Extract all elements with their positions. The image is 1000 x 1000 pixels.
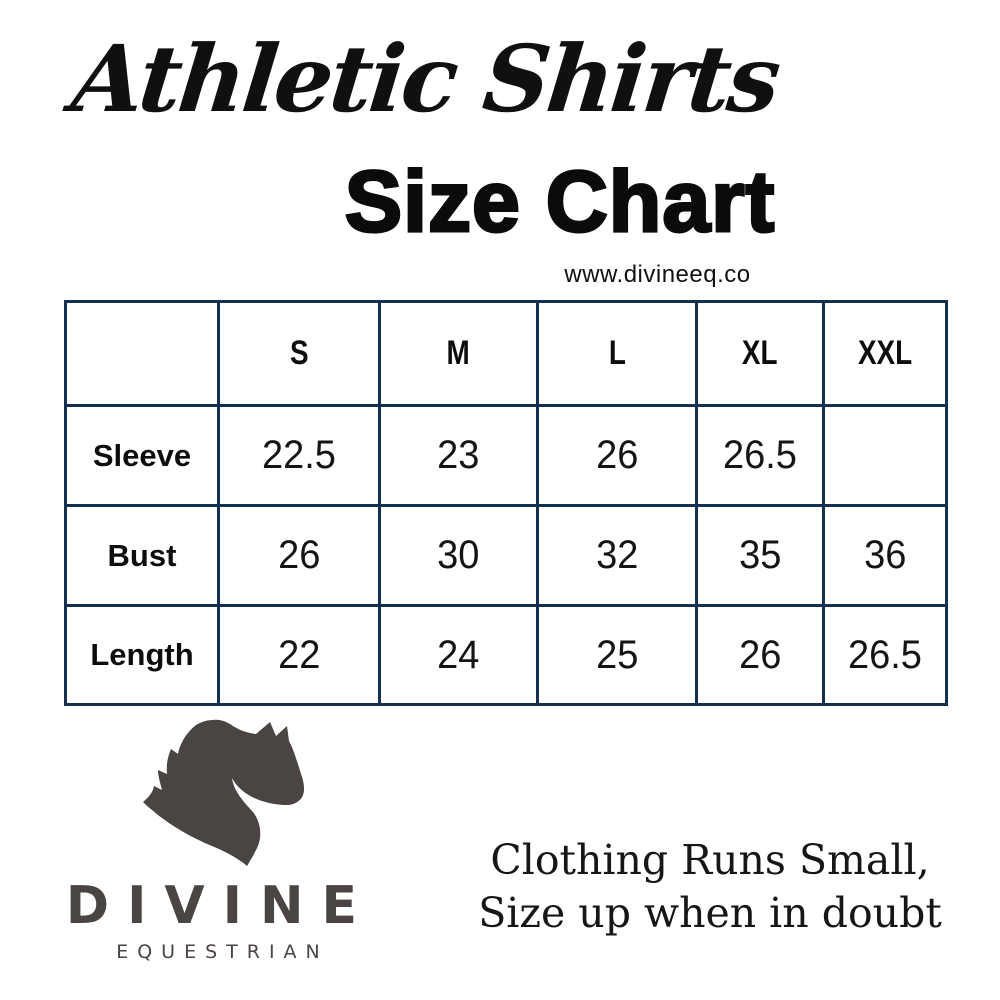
brand-name: DIVINE	[65, 876, 376, 936]
cell-bust-xxl: 36	[824, 506, 947, 606]
cell-sleeve-s: 22.5	[219, 406, 380, 506]
cell-sleeve-xxl	[824, 406, 947, 506]
column-header-s: S	[219, 302, 380, 406]
row-label-sleeve: Sleeve	[66, 406, 219, 506]
table-header-row	[66, 302, 947, 406]
cell-length-s: 22	[219, 606, 380, 705]
row-label-length: Length	[66, 606, 219, 705]
sizing-note-line2: Size up when in doubt	[478, 889, 942, 937]
cell-length-xxl: 26.5	[824, 606, 947, 705]
cell-bust-xl: 35	[697, 506, 824, 606]
cell-length-xl: 26	[697, 606, 824, 705]
sizing-note	[445, 834, 975, 940]
page-title-script: Athletic Shirts	[67, 25, 783, 133]
page-title: Size Chart	[344, 154, 776, 250]
table-row-sleeve	[66, 406, 947, 506]
table-row-length	[66, 606, 947, 705]
column-header-xxl: XXL	[824, 302, 947, 406]
cell-sleeve-xl: 26.5	[697, 406, 824, 506]
cell-bust-m: 30	[380, 506, 538, 606]
sizing-note-line1: Clothing Runs Small,	[490, 836, 930, 884]
column-header-m: M	[380, 302, 538, 406]
cell-sleeve-l: 26	[538, 406, 697, 506]
brand-subtitle: EQUESTRIAN	[116, 941, 329, 963]
column-header-xl: XL	[697, 302, 824, 406]
website-url: www.divineeq.co	[564, 261, 751, 288]
horse-head-icon	[120, 700, 320, 880]
row-label-bust: Bust	[66, 506, 219, 606]
column-header-l: L	[538, 302, 697, 406]
cell-bust-s: 26	[219, 506, 380, 606]
cell-length-l: 25	[538, 606, 697, 705]
cell-bust-l: 32	[538, 506, 697, 606]
table-corner-cell	[66, 302, 219, 406]
size-table	[64, 300, 948, 706]
cell-sleeve-m: 23	[380, 406, 538, 506]
table-row-bust	[66, 506, 947, 606]
cell-length-m: 24	[380, 606, 538, 705]
